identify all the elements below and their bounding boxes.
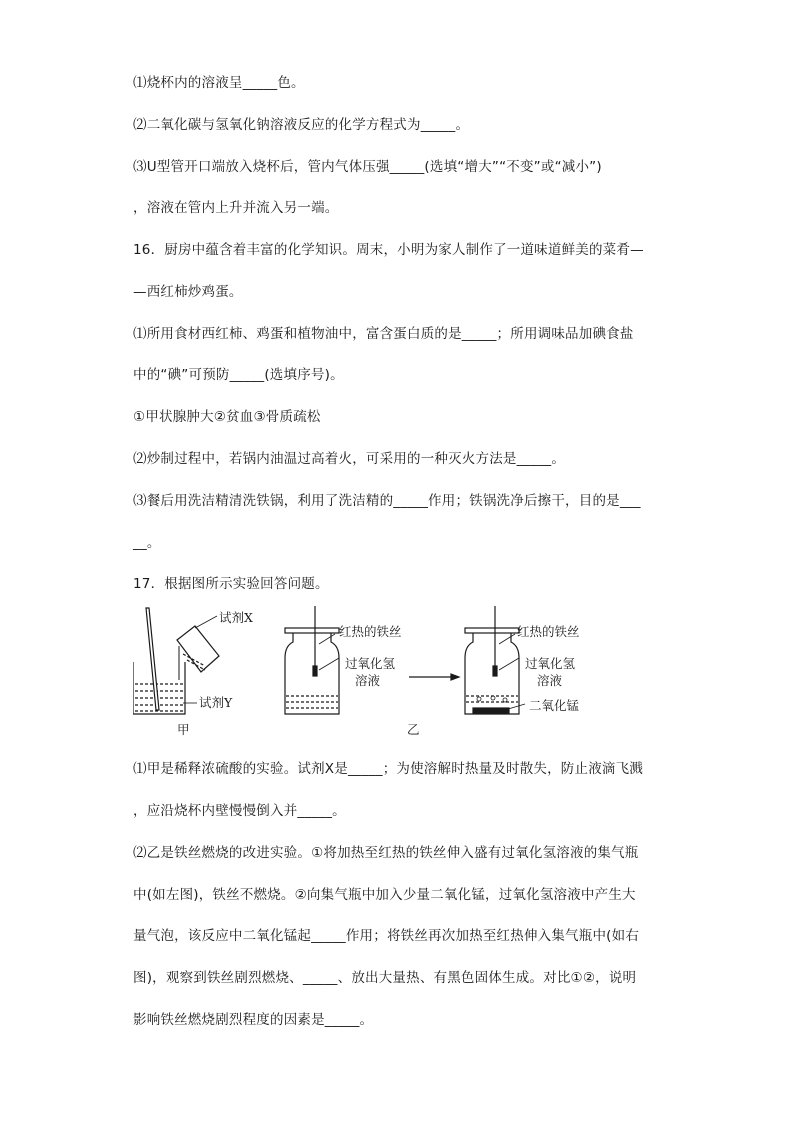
peroxide-right-label-1: 过氧化氢	[525, 656, 576, 671]
q16-stem-line1: 16．厨房中蕴含着丰富的化学知识。周末，小明为家人制作了一道味道鲜美的菜肴—	[133, 242, 644, 258]
peroxide-left-label-1: 过氧化氢	[345, 656, 396, 671]
label-yi: 乙	[407, 722, 420, 737]
q16-part1-line1: ⑴所用食材西红柿、鸡蛋和植物油中，富含蛋白质的是_____；所用调味品加碘食盐	[133, 326, 634, 342]
label-pointer-x	[195, 616, 217, 628]
experiment-diagram	[133, 606, 633, 742]
hot-wire-left-label: 红热的铁丝	[339, 624, 402, 639]
q17-part2-line3: 量气泡，该反应中二氧化锰起_____作用；将铁丝再次加热至红热伸入集气瓶中(如右	[133, 928, 640, 944]
peroxide-left-label-2: 溶液	[355, 673, 381, 688]
q15-part3-line2: ，溶液在管内上升并流入另一端。	[133, 200, 339, 216]
jar-left	[285, 606, 339, 714]
q17-part2-line5: 影响铁丝燃烧剧烈程度的因素是_____。	[133, 1012, 374, 1028]
reagent-x-label: 试剂X	[219, 610, 253, 625]
q17-part2-line4: 图)，观察到铁丝剧烈燃烧、_____、放出大量热、有黑色固体生成。对比①②，说明	[133, 970, 637, 986]
q16-stem-line2: —西红柿炒鸡蛋。	[133, 284, 243, 300]
reagent-y-label: 试剂Y	[199, 695, 233, 710]
q17-part1-line1: ⑴甲是稀释浓硫酸的实验。试剂X是_____；为使溶解时热量及时散失，防止液滴飞溅	[133, 761, 643, 777]
label-jia: 甲	[177, 722, 190, 737]
hot-wire-right-label: 红热的铁丝	[517, 624, 580, 639]
q15-part2: ⑵二氧化碳与氢氧化钠溶液反应的化学方程式为_____。	[133, 117, 470, 133]
q16-part1-line2: 中的“碘”可预防_____(选填序号)。	[133, 367, 344, 383]
q16-part3-line2: __。	[133, 535, 161, 551]
glass-rod	[146, 608, 159, 710]
q16-part2: ⑵炒制过程中，若锅内油温过高着火，可采用的一种灭火方法是_____。	[133, 451, 566, 467]
peroxide-right-label-2: 溶液	[537, 673, 563, 688]
q17-part1-line2: ，应沿烧杯内壁慢慢倒入并_____。	[133, 803, 346, 819]
mno2-label: 二氧化锰	[529, 698, 580, 713]
q17-stem: 17．根据图所示实验回答问题。	[133, 576, 329, 592]
q17-part2-line2: 中(如左图)，铁丝不燃烧。②向集气瓶中加入少量二氧化锰，过氧化氢溶液中产生大	[133, 887, 636, 903]
mno2-solid	[473, 708, 509, 713]
beaker-x	[177, 626, 219, 672]
experiment-figure	[133, 606, 633, 742]
q15-part1: ⑴烧杯内的溶液呈_____色。	[133, 75, 305, 91]
q16-part3-line1: ⑶餐后用洗洁精清洗铁锅，利用了洗洁精的_____作用；铁锅洗净后擦干，目的是___	[133, 493, 641, 509]
arrow-icon	[409, 674, 459, 680]
q15-part3-line1: ⑶U型管开口端放入烧杯后，管内气体压强_____(选填“增大”“不变”或“减小”)	[133, 159, 602, 175]
jar-right	[465, 606, 525, 714]
q16-options: ①甲状腺肿大②贫血③骨质疏松	[133, 409, 321, 425]
q17-part2-line1: ⑵乙是铁丝燃烧的改进实验。①将加热至红热的铁丝伸入盛有过氧化氢溶液的集气瓶	[133, 845, 639, 861]
